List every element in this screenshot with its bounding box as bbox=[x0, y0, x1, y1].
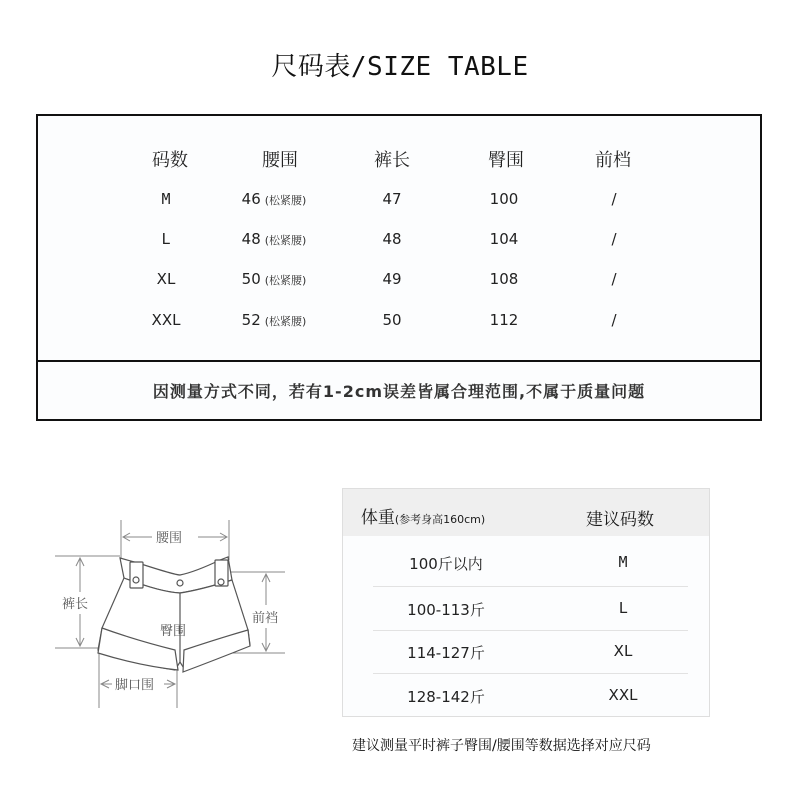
row-size: XXL bbox=[151, 311, 181, 329]
rec-size: XXL bbox=[608, 686, 638, 704]
shorts-diagram bbox=[40, 510, 310, 710]
row-divider bbox=[373, 673, 688, 674]
row-front-rise: / bbox=[611, 270, 617, 288]
waist-value: 46 bbox=[241, 190, 261, 208]
label-hip: 臀围 bbox=[160, 624, 187, 639]
footer-note: 建议测量平时裤子臀围/腰围等数据选择对应尺码 bbox=[352, 738, 651, 754]
row-waist bbox=[242, 311, 307, 329]
row-length: 47 bbox=[382, 190, 402, 208]
row-divider bbox=[373, 586, 688, 587]
header-weight bbox=[361, 503, 485, 528]
page-title: 尺码表/SIZE TABLE bbox=[271, 52, 529, 82]
row-size: M bbox=[161, 190, 171, 208]
header-recommended-size: 建议码数 bbox=[586, 510, 654, 530]
row-length: 50 bbox=[382, 311, 402, 329]
rec-weight: 100斤以内 bbox=[409, 555, 483, 573]
rec-weight: 114-127斤 bbox=[407, 644, 485, 662]
row-front-rise: / bbox=[611, 230, 617, 248]
waist-note: (松紧腰) bbox=[264, 194, 307, 207]
label-front-rise: 前裆 bbox=[252, 611, 279, 626]
weight-label: 体重 bbox=[360, 508, 395, 528]
waist-note: (松紧腰) bbox=[264, 234, 307, 247]
waist-value: 48 bbox=[241, 230, 261, 248]
row-size: L bbox=[161, 230, 171, 248]
waist-note: (松紧腰) bbox=[264, 274, 307, 287]
header-hip: 臀围 bbox=[488, 150, 524, 171]
rec-weight: 100-113斤 bbox=[407, 601, 485, 619]
header-size: 码数 bbox=[152, 150, 188, 171]
height-note: (参考身高160cm) bbox=[394, 513, 486, 526]
rec-size: L bbox=[618, 599, 628, 617]
row-front-rise: / bbox=[611, 190, 617, 208]
measurement-note: 因测量方式不同，若有1-2cm误差皆属合理范围,不属于质量问题 bbox=[152, 382, 646, 401]
row-hip: 108 bbox=[489, 270, 519, 288]
row-hip: 104 bbox=[489, 230, 519, 248]
header-waist: 腰围 bbox=[262, 150, 298, 171]
rec-size: M bbox=[618, 553, 628, 571]
label-length: 裤长 bbox=[62, 597, 89, 612]
size-table bbox=[36, 114, 762, 421]
row-size: XL bbox=[156, 270, 176, 288]
row-waist bbox=[242, 190, 307, 208]
waist-value: 50 bbox=[241, 270, 261, 288]
waist-note: (松紧腰) bbox=[264, 315, 307, 328]
row-divider bbox=[373, 630, 688, 631]
row-hip: 100 bbox=[489, 190, 519, 208]
row-waist bbox=[242, 230, 307, 248]
label-waist: 腰围 bbox=[156, 531, 183, 546]
recommend-table bbox=[342, 488, 710, 717]
row-length: 48 bbox=[382, 230, 402, 248]
table-divider bbox=[38, 360, 760, 362]
row-waist bbox=[242, 270, 307, 288]
row-front-rise: / bbox=[611, 311, 617, 329]
shorts-illustration-icon bbox=[40, 510, 310, 710]
header-front-rise: 前档 bbox=[595, 150, 631, 171]
rec-weight: 128-142斤 bbox=[407, 688, 485, 706]
label-leg-opening: 脚口围 bbox=[115, 678, 155, 693]
header-length: 裤长 bbox=[374, 150, 410, 171]
row-length: 49 bbox=[382, 270, 402, 288]
waist-value: 52 bbox=[241, 311, 261, 329]
row-hip: 112 bbox=[489, 311, 519, 329]
rec-size: XL bbox=[613, 642, 633, 660]
